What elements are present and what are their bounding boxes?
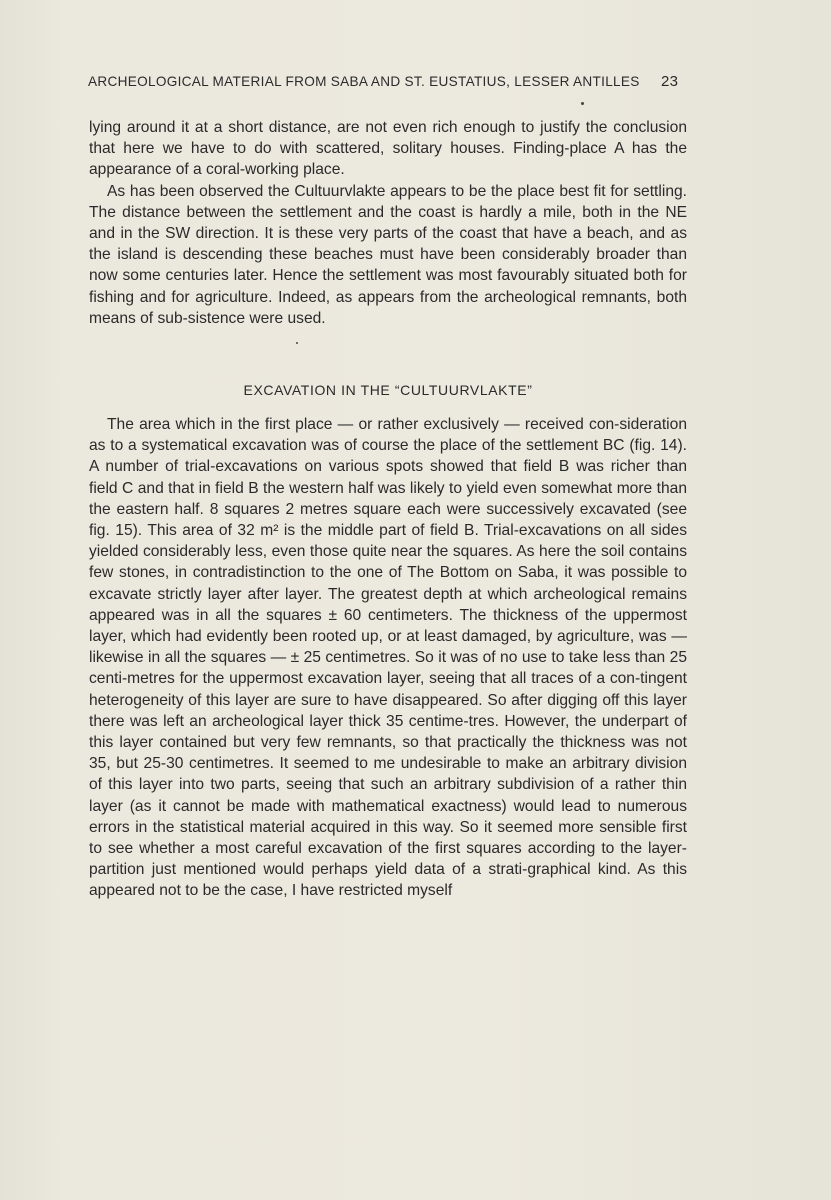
print-speck [296, 342, 298, 344]
section-2-text [89, 414, 687, 902]
paragraph-cultuurvlakte: As has been observed the Cultuurvlakte appears to be the place best fit for settling. The distance between the settlement and the coast is hardly a mile, both in the NE and in the SW direction. It is these very parts of the coast that have a beach, and as the island is descending these beaches must have been considerably broader than now some centuries later. Hence the settlement was most favourably situated both for fishing and for agriculture. Indeed, as appears from the archeological remnants, both means of sub-sistence were used. [89, 182, 687, 327]
running-title: ARCHEOLOGICAL MATERIAL FROM SABA AND ST. EUSTATIUS, LESSER ANTILLES [88, 74, 640, 89]
paragraph-excavation: The area which in the first place — or rather exclusively — received con-sideration as to a systematical excavation was of course the place of the settlement BC (fig. 14). A number of trial-excavations on various spots showed that field B was richer than field C and that in field B the western half was likely to yield even somewhat more than the eastern half. 8 squares 2 metres square each were successively excavated (see fig. 15). This area of 32 m² is the middle part of field B. Trial-excavations on all sides yielded considerably less, even those quite near the squares. As here the soil contains few stones, in contradistinction to the one of The Bottom on Saba, it was possible to excavate strictly layer after layer. The greatest depth at which archeological remains appeared was in all the squares ± 60 centimeters. The thickness of the uppermost layer, which had evidently been rooted up, or at least damaged, by agriculture, was — likewise in all the squares — ± 25 centimetres. So it was of no use to take less than 25 centi-metres for the uppermost excavation layer, seeing that all traces of a con-tingent heterogeneity of this layer are sure to have disappeared. So after digging off this layer there was left an archeological layer thick 35 centime-tres. However, the underpart of this layer contained but very few remnants, so that practically the thickness was not 35, but 25-30 centimetres. It seemed to me undesirable to make an arbitrary division of this layer into two parts, seeing that such an arbitrary subdivision of a rather thin layer (as it cannot be made with mathematical exactness) would lead to numerous errors in the statistical material acquired in this way. So it seemed more sensible first to see whether a most careful excavation of the first squares according to the layer-partition just mentioned would perhaps yield data of a strati-graphical kind. As this appeared not to be the case, I have restricted myself [89, 416, 687, 900]
print-speck [581, 102, 584, 105]
paragraph-continuation: lying around it at a short distance, are not even rich enough to justify the conclusion that here we have to do with scattered, solitary houses. Finding-place A has the appearance of a coral-working place. [89, 119, 687, 179]
running-header [88, 74, 688, 90]
section-heading: EXCAVATION IN THE “CULTUURVLAKTE” [243, 382, 533, 398]
section-1-text [89, 117, 687, 329]
page-number: 23 [661, 73, 679, 90]
